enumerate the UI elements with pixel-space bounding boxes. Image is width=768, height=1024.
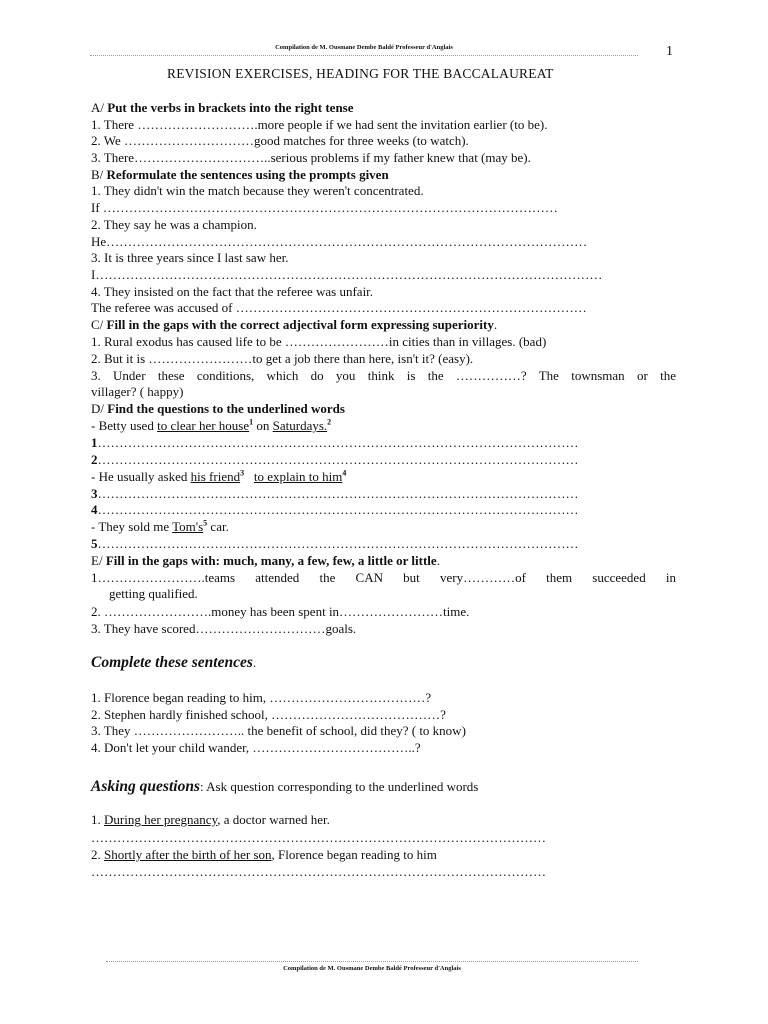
section-e-prefix: E/ xyxy=(91,553,106,568)
section-b-item-4: 4. They insisted on the fact that the referee was unfair. xyxy=(91,284,374,299)
answer-dots: ………………………………………………………………………………………………… xyxy=(97,452,579,467)
section-a-heading xyxy=(91,100,354,116)
underlined-phrase: to explain to him xyxy=(253,469,343,484)
section-e-title: Fill in the gaps with: much, many, a few, few, a little or little xyxy=(105,553,437,568)
section-d-sentence-2 xyxy=(91,469,346,485)
asking-instruction: : Ask question corresponding to the underlined words xyxy=(199,779,479,794)
footnote-mark: 2 xyxy=(327,417,332,427)
section-b-item-2: 2. They say he was a champion. xyxy=(91,217,257,232)
page-header: Compilation de M. Ousmane Dembe Baldé Professeur d'Anglais xyxy=(90,40,638,56)
answer-line-4 xyxy=(91,502,579,518)
section-b-title: Reformulate the sentences using the prompts given xyxy=(106,167,389,182)
section-b-heading xyxy=(91,167,389,183)
sentence-text: car. xyxy=(207,519,229,534)
section-e-item-3: 3. They have scored…………………………goals. xyxy=(91,621,357,636)
sentence-text: - Betty used xyxy=(91,418,158,433)
complete-heading xyxy=(91,654,256,672)
page-number: 1 xyxy=(666,44,673,59)
underlined-phrase: to clear her house xyxy=(157,418,250,433)
underlined-phrase: During her pregnancy xyxy=(104,812,218,827)
answer-number: 2 xyxy=(91,452,98,467)
answer-number: 3 xyxy=(91,486,98,501)
page-footer: Compilation de M. Ousmane Dembe Baldé Professeur d'Anglais xyxy=(106,961,638,974)
section-b-item-3: 3. It is three years since I last saw her. xyxy=(91,250,289,265)
answer-line-2 xyxy=(91,452,579,468)
section-e-period: . xyxy=(436,553,440,568)
question-text: , a doctor warned her. xyxy=(217,812,330,827)
section-d-sentence-1 xyxy=(91,418,331,434)
sentence-text: on xyxy=(253,418,273,433)
footnote-mark: 5 xyxy=(203,518,208,528)
answer-number: 5 xyxy=(91,536,98,551)
section-e-item-1-line-2: getting qualified. xyxy=(109,586,198,601)
complete-item-1: 1. Florence began reading to him, ………………………………? xyxy=(91,690,432,705)
asking-question-1 xyxy=(91,812,330,828)
asking-answer-2: …………………………………………………………………………………………… xyxy=(91,864,546,879)
complete-title: Complete these sentences xyxy=(91,654,253,671)
answer-dots: ………………………………………………………………………………………………… xyxy=(97,435,579,450)
asking-heading xyxy=(91,778,478,796)
answer-dots: ………………………………………………………………………………………………… xyxy=(97,486,579,501)
section-c-item-3-line-1: 3. Under these conditions, which do you think is the ……………? The townsman or the xyxy=(91,368,676,383)
complete-item-2: 2. Stephen hardly finished school, …………………………………? xyxy=(91,707,446,722)
section-b-answer-1: If …………………………………………………………………………………………… xyxy=(91,200,558,215)
asking-title: Asking questions xyxy=(91,778,200,795)
section-d-sentence-3 xyxy=(91,519,229,535)
complete-suffix: . xyxy=(252,655,257,670)
section-a-item-1: 1. There ……………………….more people if we had sent the invitation earlier (to be). xyxy=(91,117,548,132)
answer-line-3 xyxy=(91,486,579,502)
page-title: REVISION EXERCISES, HEADING FOR THE BACCALAUREAT xyxy=(167,66,554,81)
sentence-text xyxy=(244,469,254,484)
complete-item-4: 4. Don't let your child wander, ………………………………..? xyxy=(91,740,421,755)
answer-number: 1 xyxy=(91,435,98,450)
underlined-phrase: Saturdays. xyxy=(272,418,328,433)
question-number: 2. xyxy=(91,847,104,862)
answer-line-5 xyxy=(91,536,579,552)
answer-dots: ………………………………………………………………………………………………… xyxy=(97,536,579,551)
section-e-item-1-line-1: 1…………………….teams attended the CAN but very…………of them succeeded in xyxy=(91,570,676,585)
footnote-mark: 4 xyxy=(342,468,347,478)
section-d-heading xyxy=(91,401,345,417)
answer-line-1 xyxy=(91,435,579,451)
footnote-mark: 3 xyxy=(240,468,245,478)
complete-item-3: 3. They …………………….. the benefit of school, did they? ( to know) xyxy=(91,723,466,738)
section-c-item-3-line-2: villager? ( happy) xyxy=(91,384,184,399)
section-c-heading xyxy=(91,317,497,333)
section-d-prefix: D/ xyxy=(91,401,108,416)
section-c-period: . xyxy=(493,317,498,332)
sentence-text: - They sold me xyxy=(91,519,173,534)
sentence-text: - He usually asked xyxy=(91,469,191,484)
section-c-prefix: C/ xyxy=(91,317,107,332)
asking-question-2 xyxy=(91,847,437,863)
section-a-item-3: 3. There…………………………..serious problems if my father knew that (may be). xyxy=(91,150,531,165)
question-text: , Florence began reading to him xyxy=(271,847,437,862)
section-b-item-1: 1. They didn't win the match because they weren't concentrated. xyxy=(91,183,424,198)
section-b-answer-4: The referee was accused of ……………………………………………………………………… xyxy=(91,300,587,315)
section-e-item-2: 2. …………………….money has been spent in……………………time. xyxy=(91,604,470,619)
question-number: 1. xyxy=(91,812,104,827)
underlined-phrase: his friend xyxy=(190,469,241,484)
answer-number: 4 xyxy=(91,502,98,517)
section-d-title: Find the questions to the underlined words xyxy=(107,401,345,416)
section-e-heading xyxy=(91,553,440,569)
underlined-phrase: Tom's xyxy=(172,519,204,534)
section-b-answer-2: He………………………………………………………………………………………………… xyxy=(91,234,588,249)
section-a-title: Put the verbs in brackets into the right tense xyxy=(107,100,354,115)
section-a-prefix: A/ xyxy=(91,100,108,115)
answer-dots: ………………………………………………………………………………………………… xyxy=(97,502,579,517)
section-b-answer-3: I……………………………………………………………………………………………………… xyxy=(91,267,603,282)
underlined-phrase: Shortly after the birth of her son xyxy=(104,847,272,862)
section-c-title: Fill in the gaps with the correct adjectival form expressing superiority xyxy=(106,317,494,332)
section-c-item-1: 1. Rural exodus has caused life to be ……………………in cities than in villages. (bad) xyxy=(91,334,547,349)
section-a-item-2: 2. We …………………………good matches for three weeks (to watch). xyxy=(91,133,469,148)
footnote-mark: 1 xyxy=(249,417,254,427)
asking-answer-1: …………………………………………………………………………………………… xyxy=(91,830,546,845)
section-b-prefix: B/ xyxy=(91,167,107,182)
section-c-item-2: 2. But it is ……………………to get a job there than here, isn't it? (easy). xyxy=(91,351,474,366)
